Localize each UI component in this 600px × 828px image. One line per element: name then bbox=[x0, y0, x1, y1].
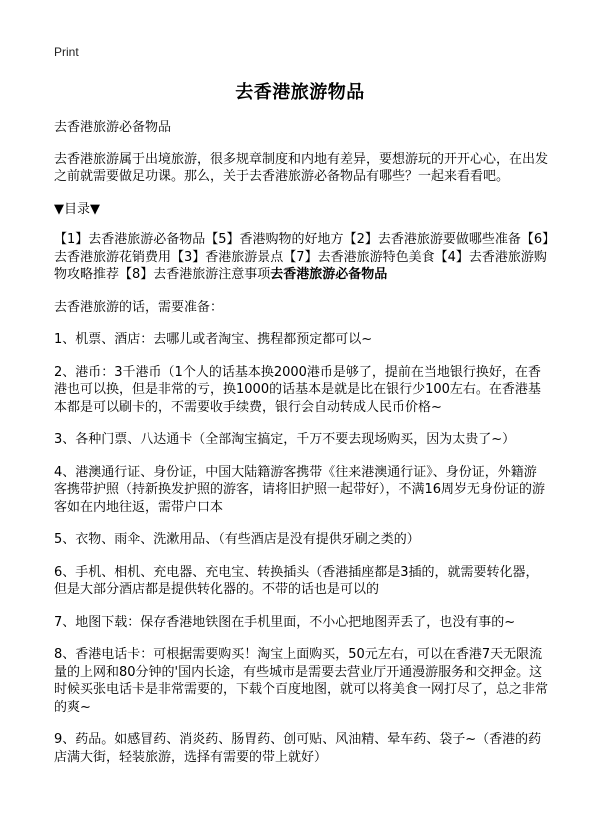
list-item: 6、手机、相机、充电器、充电宝、转换插头（香港插座都是3插的，就需要转化器，但是大部分酒店都是提供转化器的。不带的话也是可以的 bbox=[54, 564, 539, 597]
list-item: 5、衣物、雨伞、洗漱用品、（有些酒店是没有提供牙刷之类的） bbox=[54, 532, 420, 547]
toc-link[interactable]: 【7】去香港旅游特色美食 bbox=[283, 249, 435, 265]
toc-link[interactable]: 【4】去香港旅游购物攻略推荐 bbox=[54, 249, 547, 282]
list-item: 4、港澳通行证、身份证，中国大陆籍游客携带《往来港澳通行证》、身份证，外籍游客携带护照（持新换发护照的游客，请将旧护照一起带好），不满16周岁无身份证的游客如在内地往返，需带户口本 bbox=[54, 464, 546, 515]
list-item: 3、各种门票、八达通卡（全部淘宝搞定，千万不要去现场购买，因为太贵了~） bbox=[54, 432, 516, 447]
list-item: 1、机票、酒店：去哪儿或者淘宝、携程都预定都可以~ bbox=[54, 332, 373, 347]
list-item: 8、香港电话卡：可根据需要购买！淘宝上面购买，50元左右，可以在香港7天无限流量的上网和80分钟的'国内长途，有些城市是需要去营业厅开通漫游服务和交押金。这时候买张电话卡是非常需要的，下载个百度地图，就可以将美食一网打尽了，总之非常的爽~ bbox=[54, 647, 549, 715]
toc-link[interactable]: 【1】去香港旅游必备物品 bbox=[54, 232, 206, 247]
lead-in-text: 去香港旅游的话，需要准备： bbox=[54, 299, 224, 315]
list-item: 7、地图下载：保存香港地铁图在手机里面，不小心把地图弄丢了，也没有事的~ bbox=[54, 614, 516, 630]
intro-paragraph: 去香港旅游属于出境旅游，很多规章制度和内地有差异，要想游玩的开开心心，在出发之前就需要做足功课。那么，关于去香港旅游必备物品有哪些？一起来看看吧。 bbox=[54, 151, 549, 184]
toc-link[interactable]: 【2】去香港旅游要做哪些准备 bbox=[343, 232, 521, 247]
table-of-contents bbox=[54, 231, 549, 284]
section-heading-inline: 去香港旅游必备物品 bbox=[270, 267, 388, 282]
print-label: Print bbox=[54, 45, 79, 59]
toc-link[interactable]: 【3】香港旅游景点 bbox=[171, 249, 284, 265]
toc-link[interactable]: 【6】去香港旅游花销费用 bbox=[54, 232, 549, 265]
list-item: 2、港币：3千港币（1个人的话基本换2000港币是够了，提前在当地银行换好，在香港也可以换，但是非常的亏，换1000的话基本是就是比在银行少100左右。在香港基本都是可以刷卡的，不需要收手续费，银行会自动转成人民币价格~ bbox=[54, 364, 541, 415]
toc-link[interactable]: 【8】去香港旅游注意事项 bbox=[119, 267, 271, 282]
article-body bbox=[54, 119, 549, 781]
toc-heading: ▼目录▼ bbox=[54, 201, 100, 217]
page-title: 去香港旅游物品 bbox=[235, 82, 365, 103]
article-subtitle: 去香港旅游必备物品 bbox=[54, 120, 172, 135]
list-item: 9、药品。如感冒药、消炎药、肠胃药、创可贴、风油精、晕车药、袋子~（香港的药店满大街，轻装旅游，选择有需要的带上就好） bbox=[54, 732, 542, 765]
toc-link[interactable]: 【5】香港购物的好地方 bbox=[205, 232, 344, 247]
